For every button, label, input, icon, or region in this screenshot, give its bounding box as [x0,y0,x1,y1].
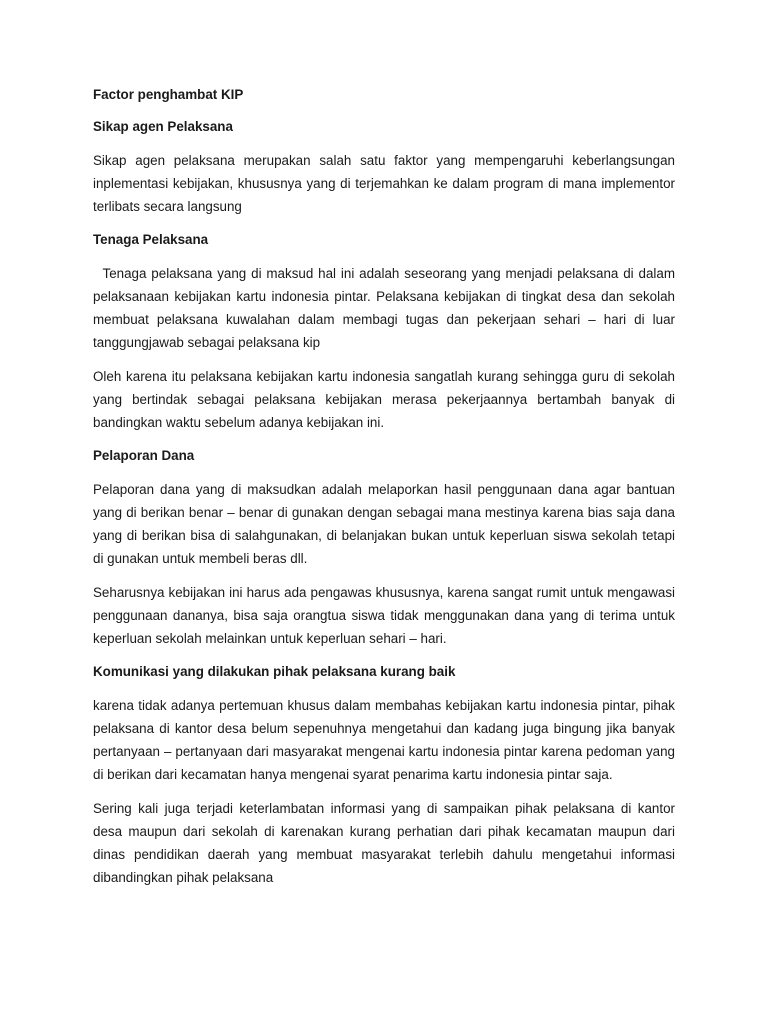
paragraph-pelaporan-dana-2: Seharusnya kebijakan ini harus ada pengawas khususnya, karena sangat rumit untuk mengawasi penggunaan dananya, bisa saja orangtua siswa tidak menggunakan dana yang di terima untuk keperluan sekolah melainkan untuk keperluan sehari – hari. [93,585,675,646]
document-page [93,84,675,900]
paragraph-tenaga-pelaksana-2: Oleh karena itu pelaksana kebijakan kartu indonesia sangatlah kurang sehingga guru di sekolah yang bertindak sebagai pelaksana kebijakan merasa pekerjaannya bertambah banyak di bandingkan waktu sebelum adanya kebijakan ini. [93,369,675,430]
paragraph-pelaporan-dana-1: Pelaporan dana yang di maksudkan adalah melaporkan hasil penggunaan dana agar bantuan yang di berikan benar – benar di gunakan dengan sebagai mana mestinya karena bias saja dana yang di berikan bisa di salahgunakan, di belanjakan bukan untuk keperluan siswa sekolah tetapi di gunakan untuk membeli beras dll. [93,482,675,566]
paragraph-tenaga-pelaksana-1: Tenaga pelaksana yang di maksud hal ini adalah seseorang yang menjadi pelaksana di dalam pelaksanaan kebijakan kartu indonesia pintar. Pelaksana kebijakan di tingkat desa dan sekolah membuat pelaksana kuwalahan dalam membagi tugas dan pekerjaan sehari – hari di luar tanggungjawab sebagai pelaksana kip [93,266,675,350]
paragraph-komunikasi-2: Sering kali juga terjadi keterlambatan informasi yang di sampaikan pihak pelaksana di kantor desa maupun dari sekolah di karenakan kurang perhatian dari pihak kecamatan maupun dari dinas pendidikan daerah yang membuat masyarakat terlebih dahulu mengetahui informasi dibandingkan pihak pelaksana [93,801,675,885]
section-heading-sikap-agen: Sikap agen Pelaksana [93,119,233,134]
document-title: Factor penghambat KIP [93,87,244,102]
section-heading-pelaporan-dana: Pelaporan Dana [93,448,195,463]
paragraph-sikap-agen: Sikap agen pelaksana merupakan salah satu faktor yang mempengaruhi keberlangsungan inplementasi kebijakan, khususnya yang di terjemahkan ke dalam program di mana implementor terlibats secara langsung [93,153,675,214]
paragraph-komunikasi-1: karena tidak adanya pertemuan khusus dalam membahas kebijakan kartu indonesia pintar, pihak pelaksana di kantor desa belum sepenuhnya mengetahui dan kadang juga bingung jika banyak pertanyaan – pertanyaan dari masyarakat mengenai kartu indonesia pintar karena pedoman yang di berikan dari kecamatan hanya mengenai syarat penarima kartu indonesia pintar saja. [93,698,675,782]
section-heading-tenaga-pelaksana: Tenaga Pelaksana [93,232,209,247]
section-heading-komunikasi: Komunikasi yang dilakukan pihak pelaksana kurang baik [93,664,456,679]
